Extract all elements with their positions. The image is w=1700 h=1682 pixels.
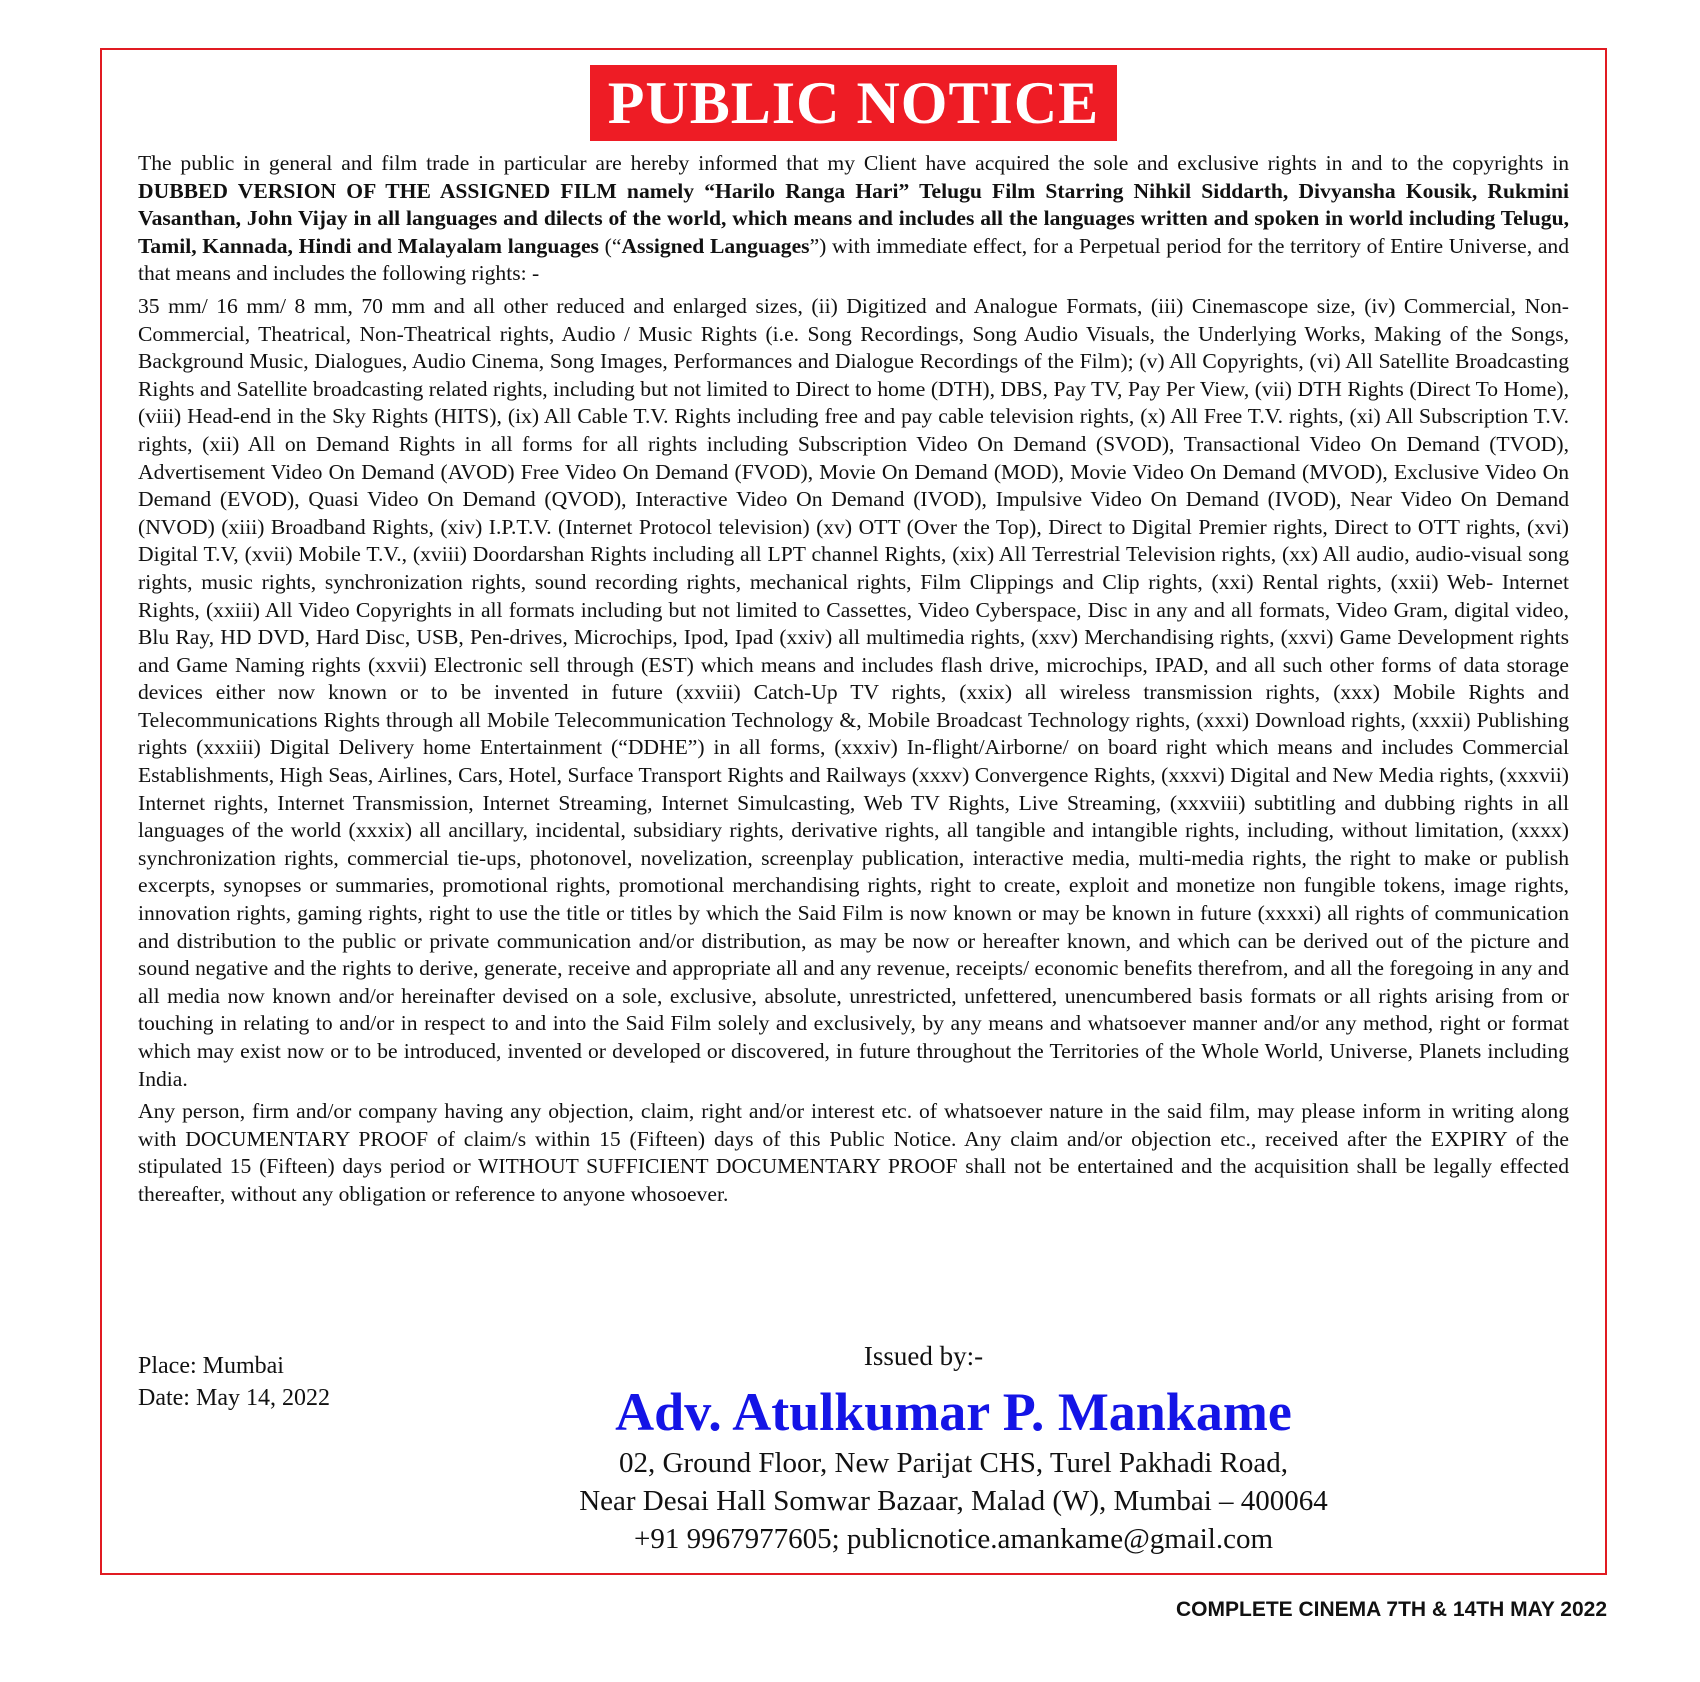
intro-tail: ”) with immediate effect, for a Perpetual period for the territory of Entire Universe, and that means and includes the following rights: - bbox=[138, 233, 1570, 286]
issuer-block bbox=[362, 1340, 1545, 1558]
address-line-2: Near Desai Hall Somwar Bazaar, Malad (W), Mumbai – 400064 bbox=[579, 1485, 1328, 1517]
intro-mid: (“ bbox=[598, 233, 622, 258]
title-wrap bbox=[102, 65, 1605, 141]
advocate-name: Adv. Atulkumar P. Mankame bbox=[615, 1382, 1292, 1442]
contact-line: +91 9967977605; publicnotice.amankame@gmail.com bbox=[633, 1523, 1274, 1555]
intro-lead: The public in general and film trade in particular are hereby informed that my Client have acquired the sole and exclusive rights in and to the copyrights in bbox=[138, 151, 1569, 175]
notice-frame bbox=[100, 48, 1607, 1575]
assigned-languages: Assigned Languages bbox=[621, 233, 810, 258]
issued-by: Issued by:- bbox=[863, 1341, 984, 1371]
paragraph-rights: 35 mm/ 16 mm/ 8 mm, 70 mm and all other reduced and enlarged sizes, (ii) Digitized and Analogue Formats, (iii) Cinemascope size, (iv) Commercial, Non-Commercial, Theatrical, Non-Theatrical rights, Audio / Music Rights (i.e. Song Recordings, Song Audio Visuals, the Underlying Works, Making of the Songs, Background Music, Dialogues, Audio Cinema, Song Images, Performances and Dialogue Recordings of the Film); (v) All Copyrights, (vi) All Satellite Broadcasting Rights and Satellite broadcasting related rights, including but not limited to Direct to home (DTH), DBS, Pay TV, Pay Per View, (vii) DTH Rights (Direct To Home), (viii) Head-end in the Sky Rights (HITS), (ix) All Cable T.V. Rights including free and pay cable television rights, (x) All Free T.V. rights, (xi) All Subscription T.V. rights, (xii) All on Demand Rights in all forms for all rights including Subscription Video On Demand (SVOD), Transactional Video On Demand (TVOD), Advertisement Video On Demand (AVOD) Free Video On Demand (FVOD), Movie On Demand (MOD), Movie Video On Demand (MVOD), Exclusive Video On Demand (EVOD), Quasi Video On Demand (QVOD), Interactive Video On Demand (IVOD), Impulsive Video On Demand (IVOD), Near Video On Demand (NVOD) (xiii) Broadband Rights, (xiv) I.P.T.V. (Internet Protocol television) (xv) OTT (Over the Top), Direct to Digital Premier rights, Direct to OTT rights, (xvi) Digital T.V, (xvii) Mobile T.V., (xviii) Doordarshan Rights including all LPT channel Rights, (xix) All Terrestrial Television rights, (xx) All audio, audio-visual song rights, music rights, synchronization rights, sound recording rights, mechanical rights, Film Clippings and Clip rights, (xxi) Rental rights, (xxii) Web- Internet Rights, (xxiii) All Video Copyrights in all formats including but not limited to Cassettes, Video Cyberspace, Disc in any and all formats, Video Gram, digital video, Blu Ray, HD DVD, Hard Disc, USB, Pen-drives, Microchips, Ipod, Ipad (xxiv) all multimedia rights, (xxv) Merchandising rights, (xxvi) Game Development rights and Game Naming rights (xxvii) Electronic sell through (EST) which means and includes flash drive, microchips, IPAD, and all such other forms of data storage devices either now known or to be invented in future (xxviii) Catch-Up TV rights, (xxix) all wireless transmission rights, (xxx) Mobile Rights and Telecommunications Rights through all Mobile Telecommunication Technology &, Mobile Broadcast Technology rights, (xxxi) Download rights, (xxxii) Publishing rights (xxxiii) Digital Delivery home Entertainment (“DDHE”) in all forms, (xxxiv) In-flight/Airborne/ on board right which means and includes Commercial Establishments, High Seas, Airlines, Cars, Hotel, Surface Transport Rights and Railways (xxxv) Convergence Rights, (xxxvi) Digital and New Media rights, (xxxvii) Internet rights, Internet Transmission, Internet Streaming, Internet Simulcasting, Web TV Rights, Live Streaming, (xxxviii) subtitling and dubbing rights in all languages of the world (xxxix) all ancillary, incidental, subsidiary rights, derivative rights, all tangible and intangible rights, including, without limitation, (xxxx) synchronization rights, commercial tie-ups, photonovel, novelization, screenplay publication, interactive media, multi-media rights, the right to make or publish excerpts, synopses or summaries, promotional rights, promotional merchandising rights, right to create, exploit and monetize non fungible tokens, image rights, innovation rights, gaming rights, right to use the title or titles by which the Said Film is now known or may be known in future (xxxxi) all rights of communication and distribution to the public or private communication and/or distribution, as may be now or hereafter known, and which can be derived out of the picture and sound negative and the rights to derive, generate, receive and appropriate all and any revenue, receipts/ economic benefits therefrom, and all the foregoing in any and all media now known and/or hereinafter devised on a sole, exclusive, absolute, unrestricted, unfettered, unencumbered basis formats or all rights arising from or touching in relating to and/or in respect to and into the Said Film solely and exclusively, by any means and whatsoever manner and/or any method, right or format which may exist now or to be introduced, invented or developed or discovered, in future throughout the Territories of the Whole World, Universe, Planets including India. bbox=[138, 293, 1569, 1091]
address-line-1: 02, Ground Floor, New Parijat CHS, Turel Pakhadi Road, bbox=[618, 1447, 1289, 1479]
film-details: DUBBED VERSION OF THE ASSIGNED FILM namely “Harilo Ranga Hari” Telugu Film Starring Nihkil Siddarth, Divyansha Kousik, Rukmini Vasanthan, John Vijay in all languages and dilects of the world, which means and includes all the languages written and spoken in world including Telugu, Tamil, Kannada, Hindi and Malayalam languages bbox=[138, 178, 1569, 258]
date: Date: May 14, 2022 bbox=[138, 1385, 330, 1411]
paragraph-objection: Any person, firm and/or company having any objection, claim, right and/or interest etc. of whatsoever nature in the said film, may please inform in writing along with DOCUMENTARY PROOF of claim/s within 15 (Fifteen) days of this Public Notice. Any claim and/or objection etc., received after the EXPIRY of the stipulated 15 (Fifteen) days period or WITHOUT SUFFICIENT DOCUMENTARY PROOF shall not be entertained and the acquisition shall be legally effected thereafter, without any obligation or reference to anyone whosoever. bbox=[138, 1099, 1569, 1206]
place-date-block bbox=[138, 1350, 330, 1414]
publication-footer: COMPLETE CINEMA 7TH & 14TH MAY 2022 bbox=[1176, 1598, 1607, 1621]
place: Place: Mumbai bbox=[138, 1353, 284, 1379]
notice-body bbox=[138, 150, 1569, 1214]
paragraph-intro bbox=[138, 150, 1569, 288]
notice-title: PUBLIC NOTICE bbox=[590, 65, 1117, 141]
